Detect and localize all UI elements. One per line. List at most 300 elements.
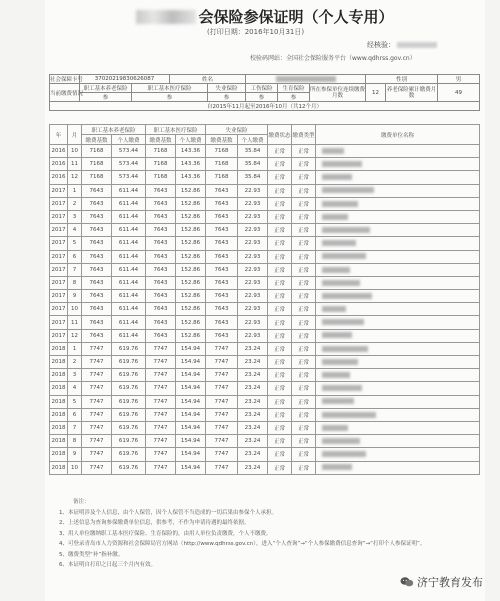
cell-pension-personal: 611.44 [112,237,146,250]
table-row [50,356,480,369]
table-row [50,461,480,474]
note-line: 1、本证明涉及个人信息，由个人保管，因个人保管不当造成的一切后果由参保个人承担。 [59,509,278,516]
redacted-unit-name [322,187,374,193]
cell-unemployment-personal: 22.93 [238,210,268,223]
cell-month: 12 [68,171,82,184]
cell-pension-base: 7643 [82,303,112,316]
cell-unemployment-personal: 22.93 [238,237,268,250]
redacted-unit-name [322,227,370,233]
cell-pension-personal: 619.76 [112,435,146,448]
col-pension: 职工基本养老保险 [82,125,146,135]
table-row [50,250,480,263]
cell-medical-base: 7643 [146,303,176,316]
cell-medical-base: 7747 [146,382,176,395]
cell-type: 正常 [292,197,316,210]
cell-type: 正常 [292,171,316,184]
cell-unemployment-base: 7747 [206,342,238,355]
cell-type: 正常 [292,356,316,369]
table-row [50,224,480,237]
cell-pension-base: 7747 [82,369,112,382]
cell-pension-base: 7643 [82,224,112,237]
cell-pension-base: 7643 [82,329,112,342]
cell-pension-base: 7747 [82,421,112,434]
cell-month: 5 [68,395,82,408]
cell-status: 正常 [268,448,292,461]
cell-unit [316,382,480,395]
cell-year: 2018 [50,382,68,395]
redacted-unit-name [322,293,372,299]
cell-status: 正常 [268,224,292,237]
cell-unemployment-base: 7643 [206,316,238,329]
notes-title: 备注： [73,499,90,505]
cell-year: 2018 [50,369,68,382]
cell-medical-personal: 152.86 [176,184,206,197]
cell-pension-base: 7747 [82,342,112,355]
cell-pension-personal: 611.44 [112,329,146,342]
cell-unemployment-personal: 23.24 [238,395,268,408]
redacted-unit-name [322,385,362,391]
table-row [50,369,480,382]
cell-pension-personal: 611.44 [112,263,146,276]
cell-unemployment-base: 7643 [206,210,238,223]
cell-month: 3 [68,210,82,223]
cell-medical-personal: 143.36 [176,145,206,158]
cell-medical-personal: 154.94 [176,382,206,395]
certificate-sheet [45,0,485,601]
cell-unit [316,303,480,316]
cell-pension-base: 7747 [82,435,112,448]
cell-year: 2018 [50,342,68,355]
cell-pension-base: 7643 [82,250,112,263]
cell-pension-personal: 611.44 [112,197,146,210]
cell-pension-base: 7168 [82,158,112,171]
cell-pension-personal: 611.44 [112,303,146,316]
cell-year: 2016 [50,158,68,171]
cell-month: 9 [68,290,82,303]
redacted-unit-name [322,425,348,431]
cell-pension-base: 7747 [82,395,112,408]
cell-month: 4 [68,382,82,395]
cell-type: 正常 [292,303,316,316]
cell-status: 正常 [268,461,292,474]
table-row [50,237,480,250]
cell-type: 正常 [292,435,316,448]
cell-pension-personal: 611.44 [112,290,146,303]
cell-unemployment-personal: 22.93 [238,250,268,263]
cell-unemployment-base: 7643 [206,184,238,197]
cell-medical-base: 7747 [146,369,176,382]
cell-unemployment-personal: 35.84 [238,158,268,171]
redacted-unit-name [322,332,352,338]
cell-unemployment-personal: 23.24 [238,435,268,448]
cell-unit [316,316,480,329]
cell-type: 正常 [292,250,316,263]
cell-pension-base: 7168 [82,171,112,184]
cell-medical-personal: 152.86 [176,250,206,263]
cell-unemployment-base: 7747 [206,356,238,369]
cell-unemployment-personal: 23.24 [238,408,268,421]
cell-pension-personal: 611.44 [112,250,146,263]
cell-pension-personal: 611.44 [112,276,146,289]
cell-unit [316,276,480,289]
cell-year: 2018 [50,448,68,461]
table-row [50,408,480,421]
cell-unit [316,435,480,448]
cell-year: 2018 [50,408,68,421]
cell-month: 5 [68,237,82,250]
cell-year: 2017 [50,329,68,342]
cell-year: 2017 [50,303,68,316]
cell-status: 正常 [268,421,292,434]
status-label: 当前缴费情况 [50,84,80,102]
cell-unemployment-personal: 23.24 [238,421,268,434]
col-base-3: 缴费基数 [206,135,238,145]
redacted-unit-name [322,451,366,457]
cell-year: 2016 [50,171,68,184]
cell-type: 正常 [292,158,316,171]
id-value: 37020219830626087 [80,75,170,84]
redacted-unit-name [322,412,376,418]
cell-unit [316,356,480,369]
table-row [50,303,480,316]
redacted-unit-name [322,438,360,444]
cell-unemployment-base: 7747 [206,408,238,421]
cell-status: 正常 [268,158,292,171]
cell-unit [316,250,480,263]
cell-year: 2017 [50,224,68,237]
col-base-1: 缴费基数 [82,135,112,145]
cell-unemployment-personal: 23.24 [238,342,268,355]
cell-unemployment-personal: 23.24 [238,356,268,369]
cell-year: 2017 [50,250,68,263]
table-row [50,145,480,158]
cell-unemployment-base: 7643 [206,263,238,276]
gender-value: 男 [438,75,480,84]
cell-medical-personal: 154.94 [176,421,206,434]
redacted-unit-name [322,174,352,180]
cell-medical-base: 7747 [146,421,176,434]
cell-type: 正常 [292,421,316,434]
cell-month: 2 [68,356,82,369]
cell-unemployment-personal: 22.93 [238,303,268,316]
cell-unemployment-personal: 22.93 [238,263,268,276]
cell-unemployment-base: 7643 [206,303,238,316]
ins-value-4: 参 [278,93,310,102]
cell-medical-base: 7747 [146,395,176,408]
cell-type: 正常 [292,184,316,197]
col-unemployment: 失业保险 [206,125,268,135]
cell-unemployment-personal: 23.24 [238,461,268,474]
cell-unemployment-base: 7643 [206,224,238,237]
cell-medical-personal: 154.94 [176,461,206,474]
cell-unit [316,329,480,342]
cell-year: 2018 [50,435,68,448]
cell-medical-base: 7643 [146,263,176,276]
ins-header-0: 职工基本养老保险 [80,84,132,93]
cell-type: 正常 [292,210,316,223]
cell-unemployment-personal: 35.84 [238,145,268,158]
col-status: 缴费状态 [268,125,292,145]
col-unit: 缴费单位名称 [316,125,480,145]
cell-unemployment-base: 7168 [206,158,238,171]
cell-unit [316,408,480,421]
cell-year: 2018 [50,356,68,369]
cell-medical-base: 7643 [146,250,176,263]
cell-unit [316,290,480,303]
cell-pension-personal: 611.44 [112,224,146,237]
cell-unit [316,369,480,382]
cell-medical-personal: 152.86 [176,224,206,237]
cell-status: 正常 [268,184,292,197]
cell-month: 10 [68,303,82,316]
print-date: (打印日期：2016年10月31日) [207,28,305,36]
cell-unemployment-personal: 22.93 [238,290,268,303]
cell-pension-personal: 611.44 [112,184,146,197]
cell-medical-personal: 154.94 [176,342,206,355]
table-row [50,395,480,408]
table-row [50,276,480,289]
cell-status: 正常 [268,145,292,158]
cell-pension-personal: 619.76 [112,356,146,369]
cell-unemployment-base: 7643 [206,329,238,342]
checker-label: 经核验： [367,41,395,49]
cell-type: 正常 [292,263,316,276]
cell-pension-personal: 573.44 [112,145,146,158]
cell-month: 9 [68,448,82,461]
cell-status: 正常 [268,369,292,382]
cell-pension-base: 7643 [82,276,112,289]
table-row [50,158,480,171]
cell-status: 正常 [268,342,292,355]
cell-pension-personal: 619.76 [112,369,146,382]
cell-type: 正常 [292,448,316,461]
cell-pension-personal: 619.76 [112,342,146,355]
cell-month: 12 [68,329,82,342]
cell-month: 10 [68,461,82,474]
cell-unemployment-personal: 22.93 [238,329,268,342]
cell-medical-personal: 152.86 [176,329,206,342]
table-row [50,342,480,355]
cell-month: 11 [68,316,82,329]
cell-unemployment-base: 7747 [206,395,238,408]
cell-medical-base: 7643 [146,237,176,250]
ins-value-0: 参 [80,93,132,102]
cell-status: 正常 [268,382,292,395]
redacted-unit-name [322,267,350,273]
redacted-unit-name [322,372,350,378]
col-personal-1: 个人缴费 [112,135,146,145]
cell-unemployment-base: 7168 [206,171,238,184]
redacted-unit-name [322,319,364,325]
table-row [50,329,480,342]
cell-status: 正常 [268,276,292,289]
col-personal-2: 个人缴费 [176,135,206,145]
cell-medical-personal: 143.36 [176,171,206,184]
months-label-1: 所在参保单位连续缴费月数 [310,84,366,102]
redacted-unit-name [322,214,348,220]
ins-value-2: 参 [208,93,246,102]
cell-unit [316,421,480,434]
notes [59,497,479,571]
cell-pension-personal: 611.44 [112,210,146,223]
cell-medical-base: 7168 [146,145,176,158]
redacted-unit-name [322,346,368,352]
cell-medical-base: 7643 [146,316,176,329]
ins-header-3: 工伤保险 [246,84,278,93]
redacted-unit-name [322,464,352,470]
cell-type: 正常 [292,369,316,382]
col-month: 月 [68,125,82,145]
cell-year: 2017 [50,316,68,329]
cell-type: 正常 [292,342,316,355]
cell-year: 2018 [50,395,68,408]
months-value-1: 12 [366,84,386,102]
cell-unemployment-base: 7643 [206,290,238,303]
cell-year: 2018 [50,461,68,474]
note-line: 4、可登录青岛市人力资源和社会保障局官方网站（http://www.qdhrss.gov.cn），进入“个人查询”→“个人参保缴费信息查询”→“打印个人参保证明”。 [59,541,426,547]
cell-year: 2017 [50,237,68,250]
redacted-unit-name [322,240,356,246]
cell-year: 2016 [50,145,68,158]
cell-unemployment-personal: 22.93 [238,276,268,289]
cell-pension-base: 7643 [82,290,112,303]
cell-unit [316,237,480,250]
cell-year: 2017 [50,290,68,303]
table-row [50,290,480,303]
cell-medical-base: 7747 [146,461,176,474]
cell-medical-base: 7747 [146,342,176,355]
cell-unit [316,210,480,223]
col-base-2: 缴费基数 [146,135,176,145]
cell-medical-personal: 152.86 [176,263,206,276]
page-title: 会保险参保证明（个人专用） [198,8,394,26]
cell-pension-base: 7747 [82,448,112,461]
cell-type: 正常 [292,145,316,158]
redacted-name [276,76,336,82]
watermark-text: 济宁教育发布 [417,576,483,589]
table-row [50,382,480,395]
cell-status: 正常 [268,356,292,369]
cell-unemployment-personal: 35.84 [238,171,268,184]
cell-pension-base: 7643 [82,210,112,223]
cell-pension-personal: 619.76 [112,421,146,434]
cell-medical-personal: 154.94 [176,448,206,461]
ins-header-4: 生育保险 [278,84,310,93]
cell-unit [316,171,480,184]
watermark [400,574,483,590]
info-table [49,74,480,111]
title-row [45,6,485,27]
cell-unit [316,158,480,171]
cell-month: 7 [68,421,82,434]
redacted-unit-name [322,398,354,404]
gender-label: 性别 [366,75,438,84]
cell-status: 正常 [268,250,292,263]
redacted-unit-name [322,148,344,154]
cell-unemployment-personal: 23.24 [238,369,268,382]
cell-pension-personal: 573.44 [112,171,146,184]
redacted-unit-name [322,280,360,286]
note-line: 6、本证明自打印之日起三个月内有效。 [59,562,157,568]
ins-header-2: 失业保险 [208,84,246,93]
cell-unit [316,395,480,408]
cell-unemployment-personal: 22.93 [238,224,268,237]
cell-type: 正常 [292,461,316,474]
cell-medical-personal: 154.94 [176,356,206,369]
cell-type: 正常 [292,224,316,237]
cell-medical-base: 7168 [146,158,176,171]
cell-medical-personal: 152.86 [176,237,206,250]
cell-unemployment-base: 7747 [206,448,238,461]
cell-unemployment-base: 7643 [206,197,238,210]
cell-medical-personal: 154.94 [176,435,206,448]
cell-medical-base: 7643 [146,197,176,210]
col-type: 缴费类型 [292,125,316,145]
cell-unemployment-personal: 22.93 [238,316,268,329]
cell-year: 2017 [50,263,68,276]
months-label-2: 养老保险累计缴费月数 [386,84,438,102]
table-row [50,171,480,184]
cell-type: 正常 [292,329,316,342]
cell-medical-personal: 143.36 [176,158,206,171]
cell-status: 正常 [268,329,292,342]
cell-month: 6 [68,250,82,263]
table-row [50,197,480,210]
cell-unit [316,184,480,197]
cell-year: 2017 [50,210,68,223]
cell-medical-base: 7643 [146,210,176,223]
cell-medical-base: 7643 [146,329,176,342]
cell-status: 正常 [268,237,292,250]
cell-pension-personal: 573.44 [112,158,146,171]
cell-month: 6 [68,408,82,421]
cell-pension-base: 7643 [82,197,112,210]
cell-medical-base: 7747 [146,408,176,421]
cell-unemployment-base: 7168 [206,145,238,158]
cell-pension-personal: 619.76 [112,461,146,474]
cell-medical-base: 7643 [146,224,176,237]
redacted-unit-name [322,253,366,259]
cell-month: 8 [68,435,82,448]
name-value [246,75,366,84]
table-row [50,448,480,461]
cell-pension-base: 7747 [82,356,112,369]
table-row [50,210,480,223]
cell-pension-personal: 611.44 [112,316,146,329]
cell-medical-personal: 154.94 [176,395,206,408]
cell-status: 正常 [268,395,292,408]
cell-status: 正常 [268,290,292,303]
redacted-unit-name [322,359,358,365]
cell-year: 2017 [50,197,68,210]
cell-unit [316,263,480,276]
cell-unemployment-personal: 23.24 [238,382,268,395]
cell-pension-personal: 619.76 [112,448,146,461]
cell-medical-personal: 152.86 [176,290,206,303]
cell-type: 正常 [292,316,316,329]
cell-month: 11 [68,158,82,171]
cell-status: 正常 [268,303,292,316]
cell-unemployment-personal: 22.93 [238,197,268,210]
cell-type: 正常 [292,395,316,408]
cell-unit [316,197,480,210]
cell-medical-base: 7747 [146,448,176,461]
cell-status: 正常 [268,263,292,276]
cell-pension-base: 7643 [82,184,112,197]
ins-value-3: 参 [246,93,278,102]
redacted-title-prefix [136,10,196,24]
cell-unemployment-base: 7747 [206,435,238,448]
